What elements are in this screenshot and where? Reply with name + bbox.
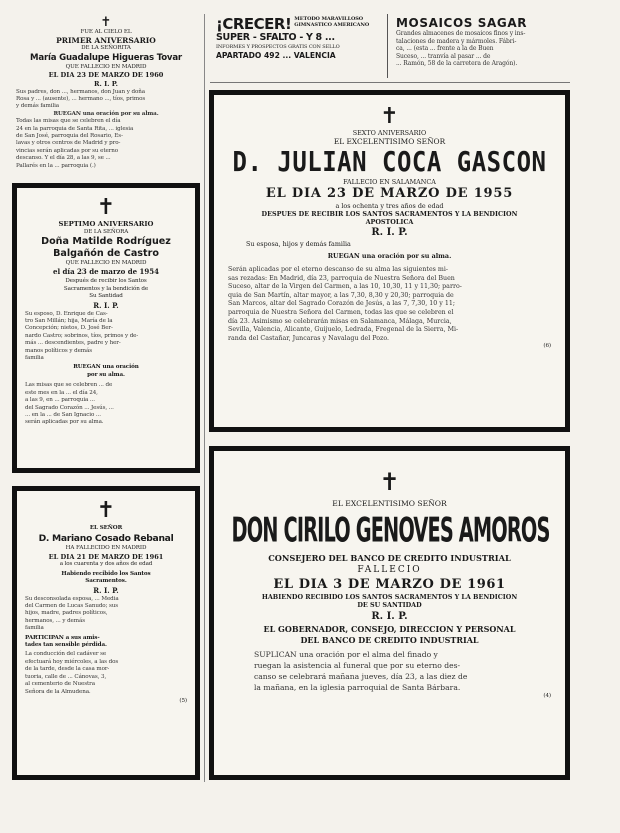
death-date: EL DIA 23 DE MARZO DE 1960 xyxy=(48,71,164,80)
cross-icon: ✝ xyxy=(380,104,399,129)
sacraments-text: Después de recibir los Santos Sacramentos y la bendición de Su Santidad xyxy=(63,278,149,300)
death-place: HA FALLECIDO EN MADRID xyxy=(65,545,147,552)
notice-title: PRIMER ANIVERSARIO xyxy=(56,36,156,46)
rip-label: R. I. P. xyxy=(93,585,119,595)
ads-bottom-rule xyxy=(210,82,570,83)
ad-small-text-2: INFORMES Y PROSPECTOS GRATIS CON SELLO xyxy=(216,44,340,50)
council-text: EL GOBERNADOR, CONSEJO, DIRECCION Y PERSONAL DEL BANCO DE CREDITO INDUSTRIAL xyxy=(263,624,516,645)
ad-headline: MOSAICOS SAGAR xyxy=(396,16,528,30)
notice-higueras xyxy=(12,16,200,176)
cross-icon: ✝ xyxy=(100,16,112,30)
ruegan-text: RUEGAN una oración por su alma. xyxy=(73,364,139,378)
death-date: EL DIA 21 DE MARZO DE 1961 xyxy=(48,552,164,561)
ad-crecer xyxy=(212,14,388,78)
ruegan-text: RUEGAN una oración por su alma. xyxy=(327,252,452,260)
ad-address: APARTADO 492 ... VALENCIA xyxy=(216,51,336,60)
ad-mosaicos xyxy=(392,14,572,78)
ad-line2: SUPER - SFALTO - Y 8 ... xyxy=(216,32,335,43)
cross-icon: ✝ xyxy=(379,468,400,496)
deceased-name: D. JULIAN COCA GASCON xyxy=(232,145,547,179)
notice-body: Serán aplicadas por el eterno descanso de su alma las siguientes mi- sas rezadas: En Madrid, día 23, parroquia de Nuestra Señora del Buen Suceso, altar de la Virgen del Carmen, a las 10, 10,30, 11 y 11,30; parro- quia de San Martín, altar mayor, a las 7,30, 8,30 y 20,30; parroquia de San Marcos, altar del Sagrado Corazón de Jesús, a las 7, 7,30, 10 y 11; parroquia de Nuestra Señora del Carmen, todas las que se celebren el día 23. Asimismo se celebrarán misas en Salamanca, Málaga, Murcia, Sevilla, Valencia, Alicante, Guijuelo, Ledrada, Fregenal de la Sierra, Mi- randa del Castañar, Juncaras y Navalagu del Pozo. xyxy=(228,266,462,342)
column-rule xyxy=(204,14,205,782)
cross-icon: ✝ xyxy=(96,195,116,220)
family-text: Su esposa, hijos y demás familia xyxy=(246,240,351,248)
notice-genoves-amoros xyxy=(209,446,570,780)
death-place: QUE FALLECIO EN MADRID xyxy=(65,260,147,266)
deceased-name-line1: Doña Matilde Rodríguez xyxy=(41,236,171,247)
reference-number: (6) xyxy=(543,343,551,350)
notice-subtitle: EL EXCELENTISIMO SEÑOR xyxy=(333,137,446,146)
death-place: QUE FALLECIO EN MADRID xyxy=(65,63,147,70)
rip-label: R. I. P. xyxy=(371,227,408,238)
ad-headline: ¡CRECER! xyxy=(216,15,292,33)
notice-subtitle: EL EXCELENTISIMO SEÑOR xyxy=(332,499,447,508)
participan-text: PARTICIPAN a sus amis- tades tan sensible pérdida. xyxy=(25,634,107,649)
notice-coca-gascon xyxy=(209,90,570,432)
ad-body: Grandes almacenes de mosaicos finos y ins- talaciones de madera y mármoles. Fábri- ca, ... (esta ... frente a la de Buen Suceso, ... tranvía al pasar ... de ... Ramón, 58 de la carretera de Aragón). xyxy=(396,30,526,68)
notice-subtitle: DE LA SEÑORITA xyxy=(81,45,131,52)
cross-icon: ✝ xyxy=(96,498,116,523)
notice-title: SEPTIMO ANIVERSARIO xyxy=(58,220,154,228)
deceased-name: D. Mariano Cosado Rebanal xyxy=(38,533,174,545)
death-date: EL DIA 3 DE MARZO DE 1961 xyxy=(273,577,506,592)
death-date: el día 23 de marzo de 1954 xyxy=(52,267,160,277)
notice-rodriguez xyxy=(12,183,200,473)
notice-title: SEXTO ANIVERSARIO xyxy=(352,129,427,137)
notice-cosado xyxy=(12,486,200,780)
notice-top-line: FUE AL CIELO EL xyxy=(80,29,132,35)
position-text: CONSEJERO DEL BANCO DE CREDITO INDUSTRIAL xyxy=(268,553,511,563)
death-date: EL DIA 23 DE MARZO DE 1955 xyxy=(265,186,514,201)
reference-number: (5) xyxy=(179,697,187,704)
age-text: a los cuarenta y dos años de edad xyxy=(59,561,153,568)
notice-notes: Las misas que se celebren ... de este mes en la ... el día 24, a las 9, en ... parroquia ... del Sagrado Corazón ... Jesús, ... ... en la ... de San Ignacio ... serán aplicadas por su alma. xyxy=(25,382,114,426)
ad-small-text: METODO MARAVILLOSO GIMNASTICO AMERICANO xyxy=(294,16,370,28)
death-place: FALLECIO xyxy=(357,565,422,575)
notice-title: EL SEÑOR xyxy=(89,525,123,531)
deceased-name: DON CIRILO GENOVES AMOROS xyxy=(231,511,550,551)
rip-label: R. I. P. xyxy=(93,300,119,310)
notice-body: Su esposo, D. Enrique de Cas- tro San Millán; hija, María de la Concepción; nietos, D. José Ber- nardo Castro; sobrinos, tíos, primos y de- más ... descendientes, padre y her- manos políticos y demás familia xyxy=(25,310,139,362)
sacraments-text: Habiendo recibido los Santos Sacramentos. xyxy=(61,570,151,585)
reference-number: (4) xyxy=(543,693,551,699)
age-text: a los ochenta y tres años de edad xyxy=(335,202,444,210)
notice-body: SUPLICAN una oración por el alma del finado y ruegan la asistencia al funeral que por su eterno des- canso se celebrará mañana jueves, día 23, a las diez de la mañana, en la iglesia parroquial de Santa Bárbara. xyxy=(254,650,468,692)
rip-label: R. I. P. xyxy=(371,611,408,622)
deceased-name: María Guadalupe Higueras Tovar xyxy=(30,52,182,63)
death-place: FALLECIO EN SALAMANCA xyxy=(343,178,436,186)
sacraments-text: DESPUES DE RECIBIR LOS SANTOS SACRAMENTOS Y LA BENDICION APOSTOLICA xyxy=(261,210,518,226)
notice-body: Sus padres, don ..., hermanos, don Juan y doña Rosa y ... (ausente), ... hermano ..., tíos, primos y demás familia RUEGAN una oración por su alma. Todas las misas que se celebren el día 24 en la parroquia de Santa Rita, ... iglesia de San José, parroquia del Rosario, Es- lavas y otros centros de Madrid y pro- vincias serán aplicadas por su eterno descanso. Y el día 28, a las 9, se ... Pallarés en la ... parroquia (.) xyxy=(16,88,159,169)
deceased-name-line2: Balgañón de Castro xyxy=(53,248,159,259)
notice-notes: La conducción del cadáver se efectuará hoy miércoles, a las dos de la tarde, desde la casa mor- tuoria, calle de ... Cánovas, 3, al cementerio de Nuestra Señora de la Almudena. xyxy=(25,651,119,695)
notice-body: Su desconsolada esposa, ... Media del Carmen de Lucas Sanudo; sus hijos, madre, padres políticos, hermanos, ... y demás familia xyxy=(25,595,119,632)
notice-subtitle: DE LA SEÑORA xyxy=(83,228,129,235)
sacraments-text: HABIENDO RECIBIDO LOS SANTOS SACRAMENTOS Y LA BENDICION DE SU SANTIDAD xyxy=(261,593,518,609)
rip-label: R. I. P. xyxy=(94,79,118,88)
